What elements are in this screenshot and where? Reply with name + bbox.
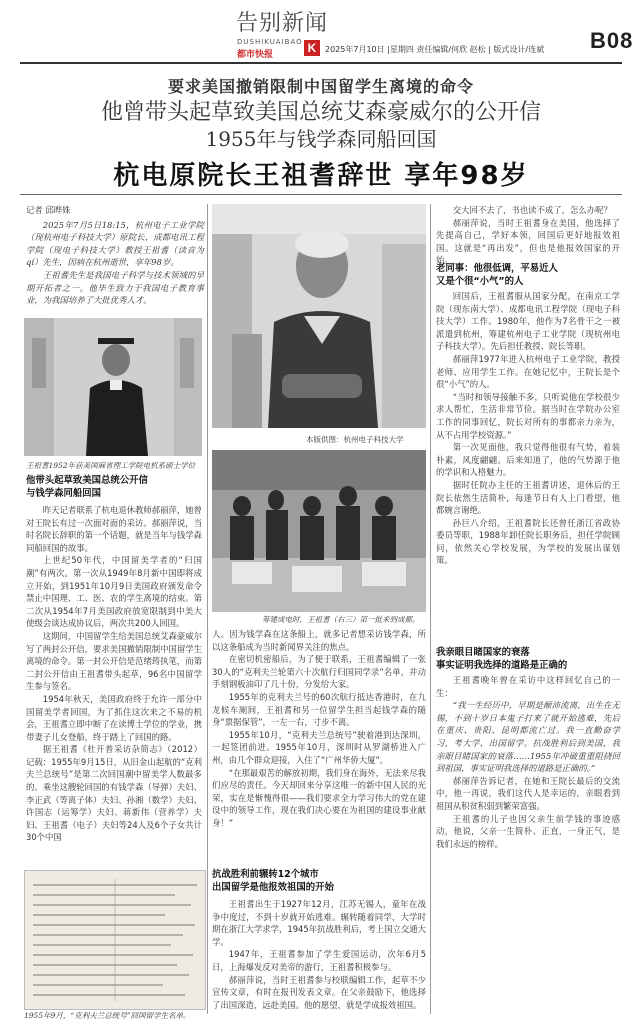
paragraph: 郝丽萍说，当时王祖耆参与校联编辑工作，起草不少宣传文章，有时在报刊发表文章。在父亲鼓励下，他选择了出国深造，远赴美国。他的愿望，就是学成报效祖国。 xyxy=(212,974,426,1010)
paragraph: 王祖耆晚年曾在采访中这样回忆自己的一生： xyxy=(436,675,620,698)
subhead-same-ship: 与钱学森同船回国 xyxy=(26,488,102,499)
paragraph: 昨天记者联系了杭电退休教师郝丽萍，她曾对王院长有过一次面对面的采访。郝丽萍说，当时名院长辞职的第一个话题，就是当年与钱学森同船回国的故事。 xyxy=(26,505,202,553)
name-list-scan xyxy=(24,870,206,1010)
paragraph: 郝丽萍说，当时王祖耆身在美国，他选择了先提高自己，学好本领，回国后更好地报效祖国。这就是“再出发”，但也是他报效国家的开始。 xyxy=(436,217,620,266)
paragraph: 人。因为钱学森在这条船上，就多记者想采访钱学森，所以这条船成为当时新闻界关注的焦点。 xyxy=(212,629,426,652)
headline-divider xyxy=(20,194,622,195)
paragraph: 王祖耆出生于1927年12月，江苏无锡人，童年在战争中度过，不到十岁就开始逃难。辗转随着同学，大学时期在浙江大学求学，1945年抗战胜利后，考上国立交通大学。 xyxy=(212,899,426,947)
paragraph: “当时和领导接触不多，只听说他在学校很少求人帮忙，生活非常节俭。据当时在学院办公室工作的同事回忆，院长对所有的事都亲力亲为，从不占用学校资源。” xyxy=(436,391,620,440)
column-3-top-text xyxy=(436,204,620,266)
paragraph: 郝丽萍1977年进入杭州电子工业学院，教授老师、应用学生工作。在她记忆中，王院长是个很“小气”的人。 xyxy=(436,353,620,390)
brand-cn: 都市快报 xyxy=(237,50,274,60)
lab-caption: 筹建成电时，王祖耆（右三）第一批来到成都。 xyxy=(262,615,420,624)
paragraph: 郝丽萍告诉记者，在她和王院长最后的交流中，他一再说，我们这代人是幸运的，亲眼看到祖国从积贫积弱到繁荣富强。 xyxy=(436,775,620,811)
main-headline: 杭电原院长王祖耆辞世 享年98岁 xyxy=(113,161,529,191)
lab-photo-image xyxy=(212,450,426,612)
column-divider xyxy=(207,204,208,1014)
col3-subhead-2 xyxy=(436,646,620,672)
column-1-text xyxy=(26,504,202,866)
brand-en: DUSHIKUAIBAO xyxy=(237,38,303,46)
column-divider xyxy=(430,204,431,1014)
paragraph: 1955年10月，“克利夫兰总统号”驶着港到达深圳，一起签团前进。1955年10月，深圳时从罗湖桥进入广州，由几个群众迎接，入住了“广州华侨大厦”。 xyxy=(212,729,426,765)
newspaper-logo-icon: K xyxy=(304,40,320,56)
section-title: 告别新闻 xyxy=(236,11,329,36)
issue-meta: 2025年7月10日 |星期四 责任编辑/何欣 赵松 | 版式设计/连斌 xyxy=(325,45,545,54)
subhead-frugal: 又是个很“小气”的人 xyxy=(436,276,524,287)
subhead-study-abroad: 出国留学是他报效祖国的开始 xyxy=(212,882,334,893)
headline-line2: 他曾带头起草致美国总统艾森豪威尔的公开信 xyxy=(100,100,541,125)
column-3b-text xyxy=(436,674,620,1014)
page-number: B08 xyxy=(590,28,634,53)
paragraph: 王祖耆的儿子也因父亲生前学钱的事迹感动，他说，父亲一生简朴、正直，一身正气，是我们永远的榜样。 xyxy=(436,813,620,849)
headline-kicker: 要求美国撤销限制中国留学生离境的命令 xyxy=(167,77,474,96)
paragraph: “在那最艰苦的解放初期，我们身在海外，无法来尽我们应尽的责任。今天却回来分享这唯一的新中国人民的光荣，实在是惭愧得很——我们要求全力学习伟大的党在建设中的领导工作，现在我们决心要在为祖国的建设事业献身！” xyxy=(212,767,426,828)
column-2-text xyxy=(212,628,426,864)
paragraph: 1954年秋天，美国政府终于允许一部分中国留美学者回国，为了抓住这次来之不易的机会，王祖耆立即中断了在读博士学位的学业，携带妻子儿女登船，终于踏上了回国的路。 xyxy=(26,693,202,742)
paragraph: 第一次见面他，我只觉得他很有气势，着装朴素，风度翩翩。后来知道了，他的气势源于他的学识和人格魅力。 xyxy=(436,442,620,478)
subhead-colleague: 老同事：他很低调，平易近人 xyxy=(436,263,558,274)
paragraph: 1947年，王祖耆参加了学生爱国运动，次年6月5日，上海爆发反对美帝的游行，王祖耆积极参与。 xyxy=(212,949,426,972)
col3-subhead-1 xyxy=(436,262,620,288)
portrait-photo-image xyxy=(212,204,426,428)
col1-subhead xyxy=(26,474,202,500)
headline-line3: 1955年与钱学森同船回国 xyxy=(205,127,437,151)
paragraph: 孙巨八介绍，王祖耆院长还曾任浙江省政协委员等职，1988年卸任院长职务后，担任学院顾问，依然关心学校发展，为学校的发展出谋划策。 xyxy=(436,517,620,566)
paragraph: 1955年的克利夫兰号的60次航行抵达香港时，在九龙候车厕间，王祖耆和另一位留学生担当起钱学森的随身“票据保管”，一左一右，寸步不离。 xyxy=(212,691,426,728)
graduation-caption: 王祖耆1952年获美国麻省理工学院电机系硕士学位 xyxy=(26,461,196,470)
paragraph: 这期间，中国留学生给美国总统艾森豪威尔写了两封公开信，要求美国撤销限制中国留学生离境的命令。第一封公开信是范绪筠执笔，而第二封公开信由王祖耆带头起草，96名中国留学生参与签名。 xyxy=(26,630,202,692)
lab-photo xyxy=(212,450,426,612)
paragraph: 交大回不去了，书也读不成了，怎么办呢？ xyxy=(452,205,612,215)
lead-paragraph: 王祖耆先生是我国电子科学与技术领域的早期开拓者之一。他毕生致力于我国电子教育事业，为我国培养了大批优秀人才。 xyxy=(26,269,204,306)
paragraph: 上世纪50年代，中国留美学者的“归国潮”有两次。第一次从1949年8月新中国即将成立开始，到1951年10月9日美国政府颁发命令禁止中国理、工、医、农的学生离境的结束。第二次从1954年7月美国政府放宽限制到中美大使级会谈达成协议后，两次共200人回国。 xyxy=(26,555,202,629)
paragraph: 回国后，王祖耆服从国家分配，在南京工学院（现东南大学）、成都电讯工程学院（现电子科技大学）工作。1980年，他作为7名骨干之一被派遣到杭州，筹建杭州电子工业学院（现杭州电子科技大学）。先后担任教授、院长等职。 xyxy=(436,291,620,352)
graduation-photo-image xyxy=(24,318,202,456)
subhead-right-path: 事实证明我选择的道路是正确的 xyxy=(436,660,568,671)
graduation-photo xyxy=(24,318,202,456)
subhead-witness: 我亲眼目睹国家的衰落 xyxy=(436,647,530,658)
portrait-photo xyxy=(212,204,426,428)
column-3-text xyxy=(436,290,620,642)
header-divider xyxy=(20,62,622,64)
paragraph: 据王祖耆《杜开普采访杂简志》（2012）记载：1955年9月15日，从旧金山起航的“克利夫兰总统号”是第二次回国潮中留美学人数最多的。乘坐这艘轮回国的有钱学森（导弹）夫妇、李正武（等离子体）夫妇、孙湘（数学）夫妇、许国志（运筹学）夫妇、蒋新伟（营养学）夫妇、王祖耆（电子）夫妇等24人及6个子女共计30个中国 xyxy=(26,744,202,843)
name-list-caption: 1955年9月，“克利夫兰总统号”回国留学生名单。 xyxy=(24,1011,191,1020)
col2-subhead xyxy=(212,868,426,894)
quote-paragraph: “我一生经历中，早期是颠沛流离，出生在无锡，不到十岁日本鬼子打来了就开始逃难，先后在重庆、贵阳、昆明都流亡过。我一直勤奋学习，考大学、出国留学。抗战胜利后到美国，我亲眼目睹国家的衰落……1955年冲破重重阻挠回到祖国，事实证明我选择的道路是正确的。” xyxy=(436,700,620,774)
reporter-byline: 记者 邱晔姝 xyxy=(26,205,71,215)
subhead-open-letter: 他带头起草致美国总统公开信 xyxy=(26,475,148,486)
paragraph: 据时任院办主任的王祖耆讲述，退休后的王院长依然生活简朴，每逢节日有人上门看望，他都婉言谢绝。 xyxy=(436,479,620,516)
photo-credit: 本版供图：杭州电子科技大学 xyxy=(306,435,404,444)
lead-block xyxy=(26,204,204,314)
subhead-wartime: 抗战胜利前辗转12个城市 xyxy=(212,869,319,880)
paragraph: 在密切机密船后，为了便于联系，王祖耆编辑了一张30人的“克利夫兰轮第六十次航行归国同学录”名单，并动手刻钢板油印了几十份，分发给大家。 xyxy=(212,654,426,690)
name-list-scan-image xyxy=(25,871,205,1009)
lead-paragraph: 2025年7月5日18:15，杭州电子工业学院（现杭州电子科技大学）原院长、成都电讯工程学院（现电子科技大学）教授王祖耆（读音为qí）先生，因病在杭州逝世，享年98岁。 xyxy=(26,219,204,268)
column-2b-text xyxy=(212,898,426,1014)
